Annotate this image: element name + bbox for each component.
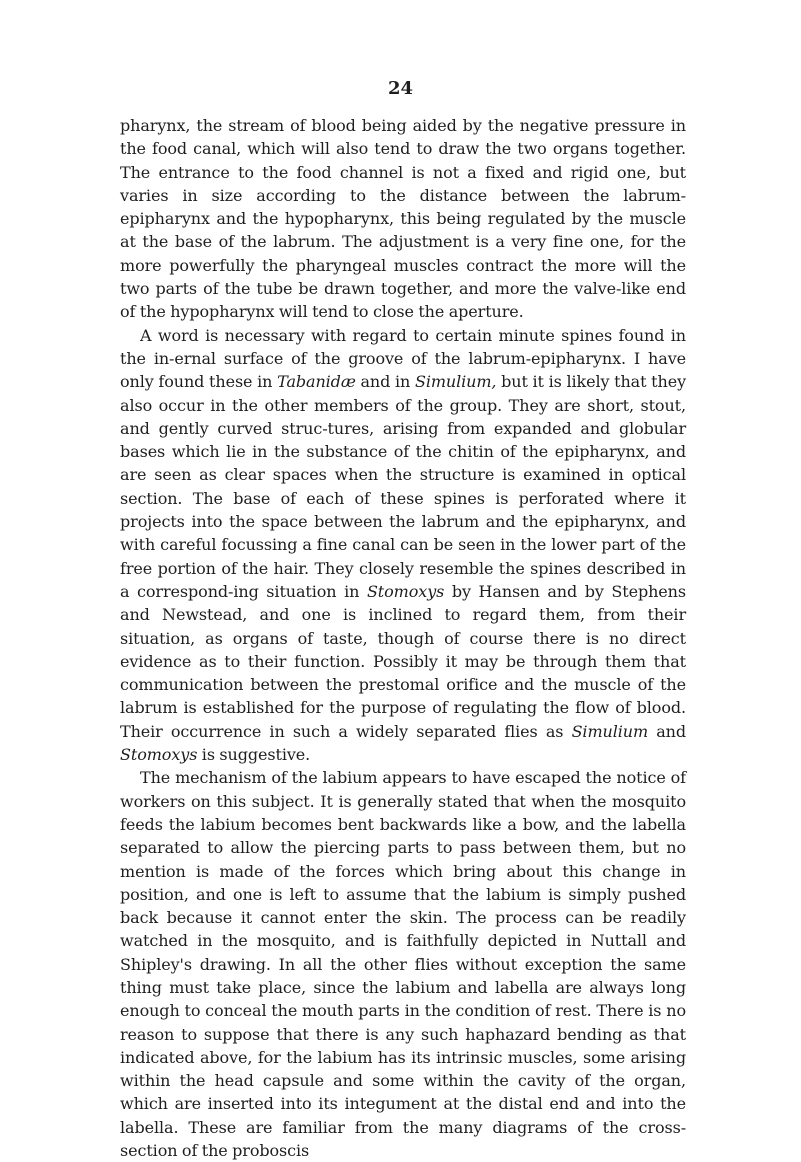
text-run: A word is necessary with regard to certain minute spines found in the in-ernal surface of the groove of the labrum-epipharynx. I have only found these in xyxy=(120,325,686,392)
italic-term: Stomoxys xyxy=(120,745,198,765)
text-run: The mechanism of the labium appears to have escaped the notice of workers on this subject. It is generally stated that when the mosquito feeds the labium becomes bent backwards like a bow, and the labella separated to allow the piercing parts to pass between them, but no mention is made of the forces which bring about this change in position, and one is left to assume that the labium is simply pushed back because it cannot enter the skin. The process can be readily watched in the mosquito, and is faithfully depicted in Nuttall and Shipley's drawing. In all the other flies without exception the same thing must take place, since the labium and labella are always long enough to conceal the mouth parts in the condition of rest. There is no reason to suppose that there is any such haphazard bending as that indicated above, for the labium has its intrinsic muscles, some arising within the head capsule and some within the cavity of the organ, which are inserted into its integument at the distal end and into the labella. These are familiar from the many diagrams of the cross-section of the proboscis xyxy=(120,768,686,1161)
text-run: but it is likely that they also occur in the other members of the group. They are short, stout, and gently curved struc-tures, arising from expanded and globular bases which lie in the substance of the chitin of the epipharynx, and are seen as clear spaces when the structure is examined in optical section. The base of each of these spines is perforated where it projects into the space between the labrum and the epipharynx, and with careful focussing a fine canal can be seen in the lower part of the free portion of the hair. They closely resemble the spines described in a correspond-ing situation in xyxy=(120,372,687,601)
italic-term: Tabanidæ xyxy=(277,372,356,392)
page-number: 24 xyxy=(387,78,414,99)
italic-term: Stomoxys xyxy=(366,581,445,601)
italic-term: Simulium, xyxy=(414,372,497,392)
italic-term: Simulium xyxy=(571,721,649,741)
text-run: and xyxy=(648,721,686,741)
text-run: and in xyxy=(355,372,415,392)
text-run: by Hansen and by Stephens and Newstead, and one is inclined to regard them, from their situation, as organs of taste, though of course there is no direct evidence as to their function. Possibly it may be through them that communication between the prestomal orifice and the muscle of the labrum is established for the purpose of regulating the flow of blood. Their occurrence in such a widely separated flies as xyxy=(120,581,686,741)
paragraph xyxy=(120,766,686,1162)
paragraph xyxy=(120,114,686,324)
text-run: is suggestive. xyxy=(197,745,311,765)
paragraph xyxy=(120,324,686,767)
body-text xyxy=(120,114,686,1162)
text-run: pharynx, the stream of blood being aided by the negative pressure in the food canal, which will also tend to draw the two organs together. The entrance to the food channel is not a fixed and rigid one, but varies in size according to the distance between the labrum-epipharynx and the hypopharynx, this being regulated by the muscle at the base of the labrum. The adjustment is a very fine one, for the more powerfully the pharyngeal muscles contract the more will the two parts of the tube be drawn together, and more the valve-like end of the hypopharynx will tend to close the aperture. xyxy=(120,116,686,322)
